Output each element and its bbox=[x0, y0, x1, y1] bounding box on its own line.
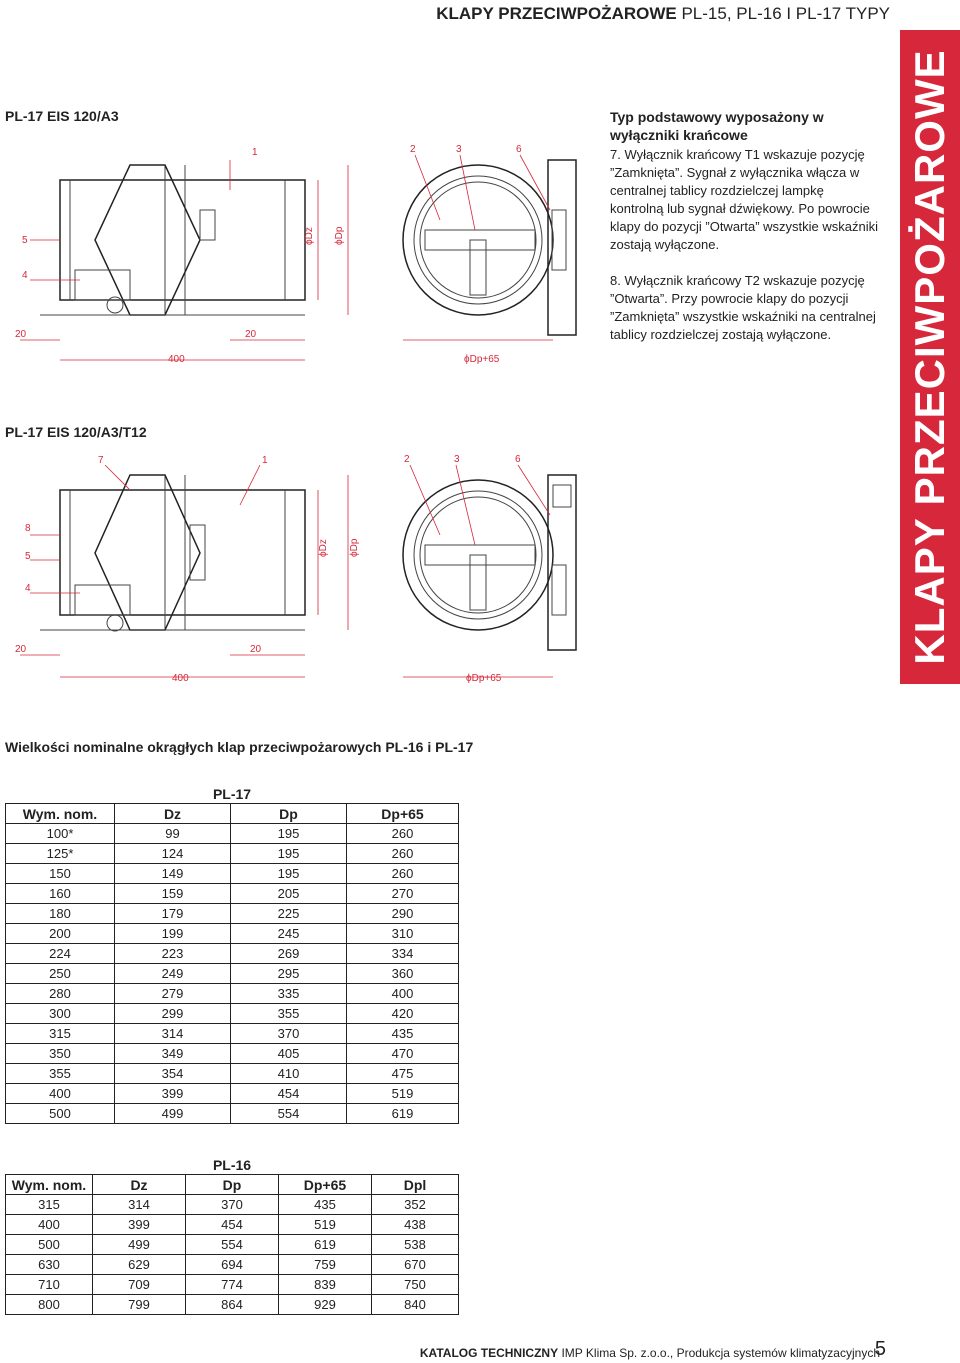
d2-label-6: 6 bbox=[515, 454, 521, 465]
side-label: KLAPY PRZECIWPOŻAROWE bbox=[906, 49, 953, 665]
table-cell: 500 bbox=[6, 1235, 93, 1255]
table-cell: 499 bbox=[115, 1104, 231, 1124]
table-cell: 929 bbox=[279, 1295, 372, 1315]
drawing1-figure bbox=[0, 130, 600, 375]
table-row bbox=[6, 1215, 459, 1235]
table-cell: 195 bbox=[231, 864, 347, 884]
d1-label-4: 4 bbox=[22, 270, 28, 281]
pl17-table bbox=[5, 784, 459, 1124]
header-bar bbox=[0, 0, 960, 30]
table-cell: 314 bbox=[93, 1195, 186, 1215]
table-cell: 538 bbox=[372, 1235, 459, 1255]
table-cell: 279 bbox=[115, 984, 231, 1004]
table-row bbox=[6, 924, 459, 944]
table-cell: 159 bbox=[115, 884, 231, 904]
table-cell: 864 bbox=[186, 1295, 279, 1315]
table-cell: 249 bbox=[115, 964, 231, 984]
d2-label-dp65: ϕDp+65 bbox=[466, 673, 502, 684]
table-cell: 519 bbox=[279, 1215, 372, 1235]
d2-label-20a: 20 bbox=[15, 644, 27, 655]
pl16-header: Dp bbox=[186, 1175, 279, 1195]
table-cell: 314 bbox=[115, 1024, 231, 1044]
table-cell: 100* bbox=[6, 824, 115, 844]
table-cell: 160 bbox=[6, 884, 115, 904]
table-cell: 199 bbox=[115, 924, 231, 944]
table-cell: 475 bbox=[347, 1064, 459, 1084]
d1-label-dz: ϕDz bbox=[304, 227, 315, 245]
table-cell: 315 bbox=[6, 1195, 93, 1215]
table-cell: 125* bbox=[6, 844, 115, 864]
table-cell: 352 bbox=[372, 1195, 459, 1215]
d2-label-8: 8 bbox=[25, 523, 31, 534]
d1-label-dp65: ϕDp+65 bbox=[464, 354, 500, 365]
table-cell: 299 bbox=[115, 1004, 231, 1024]
table-cell: 195 bbox=[231, 824, 347, 844]
table-cell: 224 bbox=[6, 944, 115, 964]
table-cell: 205 bbox=[231, 884, 347, 904]
table-cell: 435 bbox=[347, 1024, 459, 1044]
d2-label-3: 3 bbox=[454, 454, 460, 465]
table-cell: 300 bbox=[6, 1004, 115, 1024]
table-cell: 370 bbox=[186, 1195, 279, 1215]
footer-rest: IMP Klima Sp. z.o.o., Produkcja systemów klimatyzacyjnych bbox=[558, 1346, 880, 1360]
d1-label-1: 1 bbox=[252, 147, 258, 158]
drawing1-title: PL-17 EIS 120/A3 bbox=[5, 108, 119, 124]
table-cell: 223 bbox=[115, 944, 231, 964]
d1-label-2: 2 bbox=[410, 144, 416, 155]
table-cell: 840 bbox=[372, 1295, 459, 1315]
table-cell: 435 bbox=[279, 1195, 372, 1215]
tables-title: Wielkości nominalne okrągłych klap przeciwpożarowych PL-16 i PL-17 bbox=[5, 739, 474, 755]
table-cell: 774 bbox=[186, 1275, 279, 1295]
table-cell: 499 bbox=[93, 1235, 186, 1255]
table-cell: 295 bbox=[231, 964, 347, 984]
table-cell: 470 bbox=[347, 1044, 459, 1064]
table-cell: 438 bbox=[372, 1215, 459, 1235]
table-cell: 200 bbox=[6, 924, 115, 944]
table-cell: 335 bbox=[231, 984, 347, 1004]
table-cell: 150 bbox=[6, 864, 115, 884]
table-row bbox=[6, 1024, 459, 1044]
table-cell: 290 bbox=[347, 904, 459, 924]
d2-label-400: 400 bbox=[172, 673, 189, 684]
table-row bbox=[6, 944, 459, 964]
table-row bbox=[6, 884, 459, 904]
table-row bbox=[6, 1104, 459, 1124]
drawing2-figure bbox=[0, 445, 600, 690]
table-cell: 710 bbox=[6, 1275, 93, 1295]
header-title-bold: KLAPY PRZECIWPOŻAROWE bbox=[436, 4, 677, 23]
pl16-table bbox=[5, 1155, 459, 1315]
table-cell: 399 bbox=[115, 1084, 231, 1104]
table-cell: 400 bbox=[6, 1215, 93, 1235]
table-cell: 750 bbox=[372, 1275, 459, 1295]
table-cell: 839 bbox=[279, 1275, 372, 1295]
pl16-caption: PL-16 bbox=[6, 1155, 459, 1175]
table-cell: 124 bbox=[115, 844, 231, 864]
table-row bbox=[6, 984, 459, 1004]
page-header-title bbox=[436, 4, 890, 24]
table-cell: 370 bbox=[231, 1024, 347, 1044]
table-cell: 454 bbox=[231, 1084, 347, 1104]
table-row bbox=[6, 1044, 459, 1064]
table-cell: 694 bbox=[186, 1255, 279, 1275]
table-row bbox=[6, 824, 459, 844]
table-cell: 519 bbox=[347, 1084, 459, 1104]
d2-label-5: 5 bbox=[25, 551, 31, 562]
side-strip bbox=[900, 30, 960, 684]
d2-label-4: 4 bbox=[25, 583, 31, 594]
d1-label-20a: 20 bbox=[15, 329, 27, 340]
table-cell: 554 bbox=[186, 1235, 279, 1255]
table-row bbox=[6, 1004, 459, 1024]
description-heading: Typ podstawowy wyposażony w wyłączniki krańcowe bbox=[610, 109, 824, 143]
table-cell: 399 bbox=[93, 1215, 186, 1235]
table-row bbox=[6, 864, 459, 884]
d2-label-1: 1 bbox=[262, 455, 268, 466]
table-row bbox=[6, 1235, 459, 1255]
pl16-header: Dp+65 bbox=[279, 1175, 372, 1195]
pl17-header: Wym. nom. bbox=[6, 804, 115, 824]
d2-label-dz: ϕDz bbox=[318, 539, 329, 557]
table-row bbox=[6, 1295, 459, 1315]
d2-label-2: 2 bbox=[404, 454, 410, 465]
footer-bold: KATALOG TECHNICZNY bbox=[419, 1346, 559, 1360]
table-cell: 225 bbox=[231, 904, 347, 924]
pl17-header-row bbox=[6, 804, 459, 824]
table-cell: 149 bbox=[115, 864, 231, 884]
table-cell: 354 bbox=[115, 1064, 231, 1084]
pl16-header-row bbox=[6, 1175, 459, 1195]
description-item7: 7. Wyłącznik krańcowy T1 wskazuje pozycję ”Zamknięta”. Sygnał z wyłącznika włącza w centralnej tablicy rozdzielczej lampkę kontrolną lub sygnał dźwiękowy. Po powrocie klapy do pozycji ”Otwarta” wszystkie wskaźniki zostają wyłączone. bbox=[610, 147, 879, 252]
d1-label-20b: 20 bbox=[245, 329, 257, 340]
table-cell: 350 bbox=[6, 1044, 115, 1064]
table-row bbox=[6, 964, 459, 984]
header-title-rest: PL-15, PL-16 I PL-17 TYPY bbox=[681, 4, 890, 23]
table-cell: 310 bbox=[347, 924, 459, 944]
pl17-header: Dp bbox=[231, 804, 347, 824]
table-cell: 245 bbox=[231, 924, 347, 944]
d2-label-20b: 20 bbox=[250, 644, 262, 655]
table-cell: 334 bbox=[347, 944, 459, 964]
table-row bbox=[6, 1195, 459, 1215]
table-row bbox=[6, 1275, 459, 1295]
table-row bbox=[6, 904, 459, 924]
d2-label-7: 7 bbox=[98, 455, 104, 466]
table-row bbox=[6, 844, 459, 864]
table-cell: 270 bbox=[347, 884, 459, 904]
table-cell: 410 bbox=[231, 1064, 347, 1084]
table-cell: 260 bbox=[347, 844, 459, 864]
table-cell: 454 bbox=[186, 1215, 279, 1235]
table-cell: 355 bbox=[231, 1004, 347, 1024]
table-cell: 400 bbox=[6, 1084, 115, 1104]
pl17-header: Dz bbox=[115, 804, 231, 824]
table-cell: 500 bbox=[6, 1104, 115, 1124]
d1-label-400: 400 bbox=[168, 354, 185, 365]
table-cell: 799 bbox=[93, 1295, 186, 1315]
table-cell: 400 bbox=[347, 984, 459, 1004]
table-cell: 179 bbox=[115, 904, 231, 924]
table-cell: 360 bbox=[347, 964, 459, 984]
table-cell: 260 bbox=[347, 864, 459, 884]
table-cell: 405 bbox=[231, 1044, 347, 1064]
table-cell: 619 bbox=[347, 1104, 459, 1124]
table-cell: 180 bbox=[6, 904, 115, 924]
d1-label-dp: ϕDp bbox=[334, 226, 345, 245]
table-cell: 630 bbox=[6, 1255, 93, 1275]
pl17-caption: PL-17 bbox=[6, 784, 459, 804]
table-cell: 629 bbox=[93, 1255, 186, 1275]
d2-label-dp: ϕDp bbox=[349, 538, 360, 557]
table-cell: 250 bbox=[6, 964, 115, 984]
table-cell: 349 bbox=[115, 1044, 231, 1064]
table-row bbox=[6, 1064, 459, 1084]
pl17-header: Dp+65 bbox=[347, 804, 459, 824]
footer bbox=[420, 1346, 880, 1360]
page-number: 5 bbox=[874, 1338, 886, 1360]
table-cell: 709 bbox=[93, 1275, 186, 1295]
table-cell: 99 bbox=[115, 824, 231, 844]
description bbox=[610, 108, 880, 344]
pl16-header: Dpl bbox=[372, 1175, 459, 1195]
table-cell: 260 bbox=[347, 824, 459, 844]
table-cell: 759 bbox=[279, 1255, 372, 1275]
table-cell: 619 bbox=[279, 1235, 372, 1255]
table-cell: 280 bbox=[6, 984, 115, 1004]
description-item8: 8. Wyłącznik krańcowy T2 wskazuje pozycję ”Otwarta”. Przy powrocie klapy do pozycji ”Zamknięta” wszystkie wskaźniki na centralnej tablicy rozdzielczej zostają wyłączone. bbox=[610, 273, 876, 342]
table-cell: 315 bbox=[6, 1024, 115, 1044]
table-row bbox=[6, 1084, 459, 1104]
d1-label-3: 3 bbox=[456, 144, 462, 155]
table-cell: 800 bbox=[6, 1295, 93, 1315]
table-cell: 554 bbox=[231, 1104, 347, 1124]
table-cell: 195 bbox=[231, 844, 347, 864]
table-cell: 355 bbox=[6, 1064, 115, 1084]
pl16-header: Wym. nom. bbox=[6, 1175, 93, 1195]
table-cell: 269 bbox=[231, 944, 347, 964]
drawing2-title: PL-17 EIS 120/A3/T12 bbox=[5, 424, 147, 440]
d1-label-6: 6 bbox=[516, 144, 522, 155]
d1-label-5: 5 bbox=[22, 235, 28, 246]
table-cell: 670 bbox=[372, 1255, 459, 1275]
table-row bbox=[6, 1255, 459, 1275]
pl16-header: Dz bbox=[93, 1175, 186, 1195]
table-cell: 420 bbox=[347, 1004, 459, 1024]
